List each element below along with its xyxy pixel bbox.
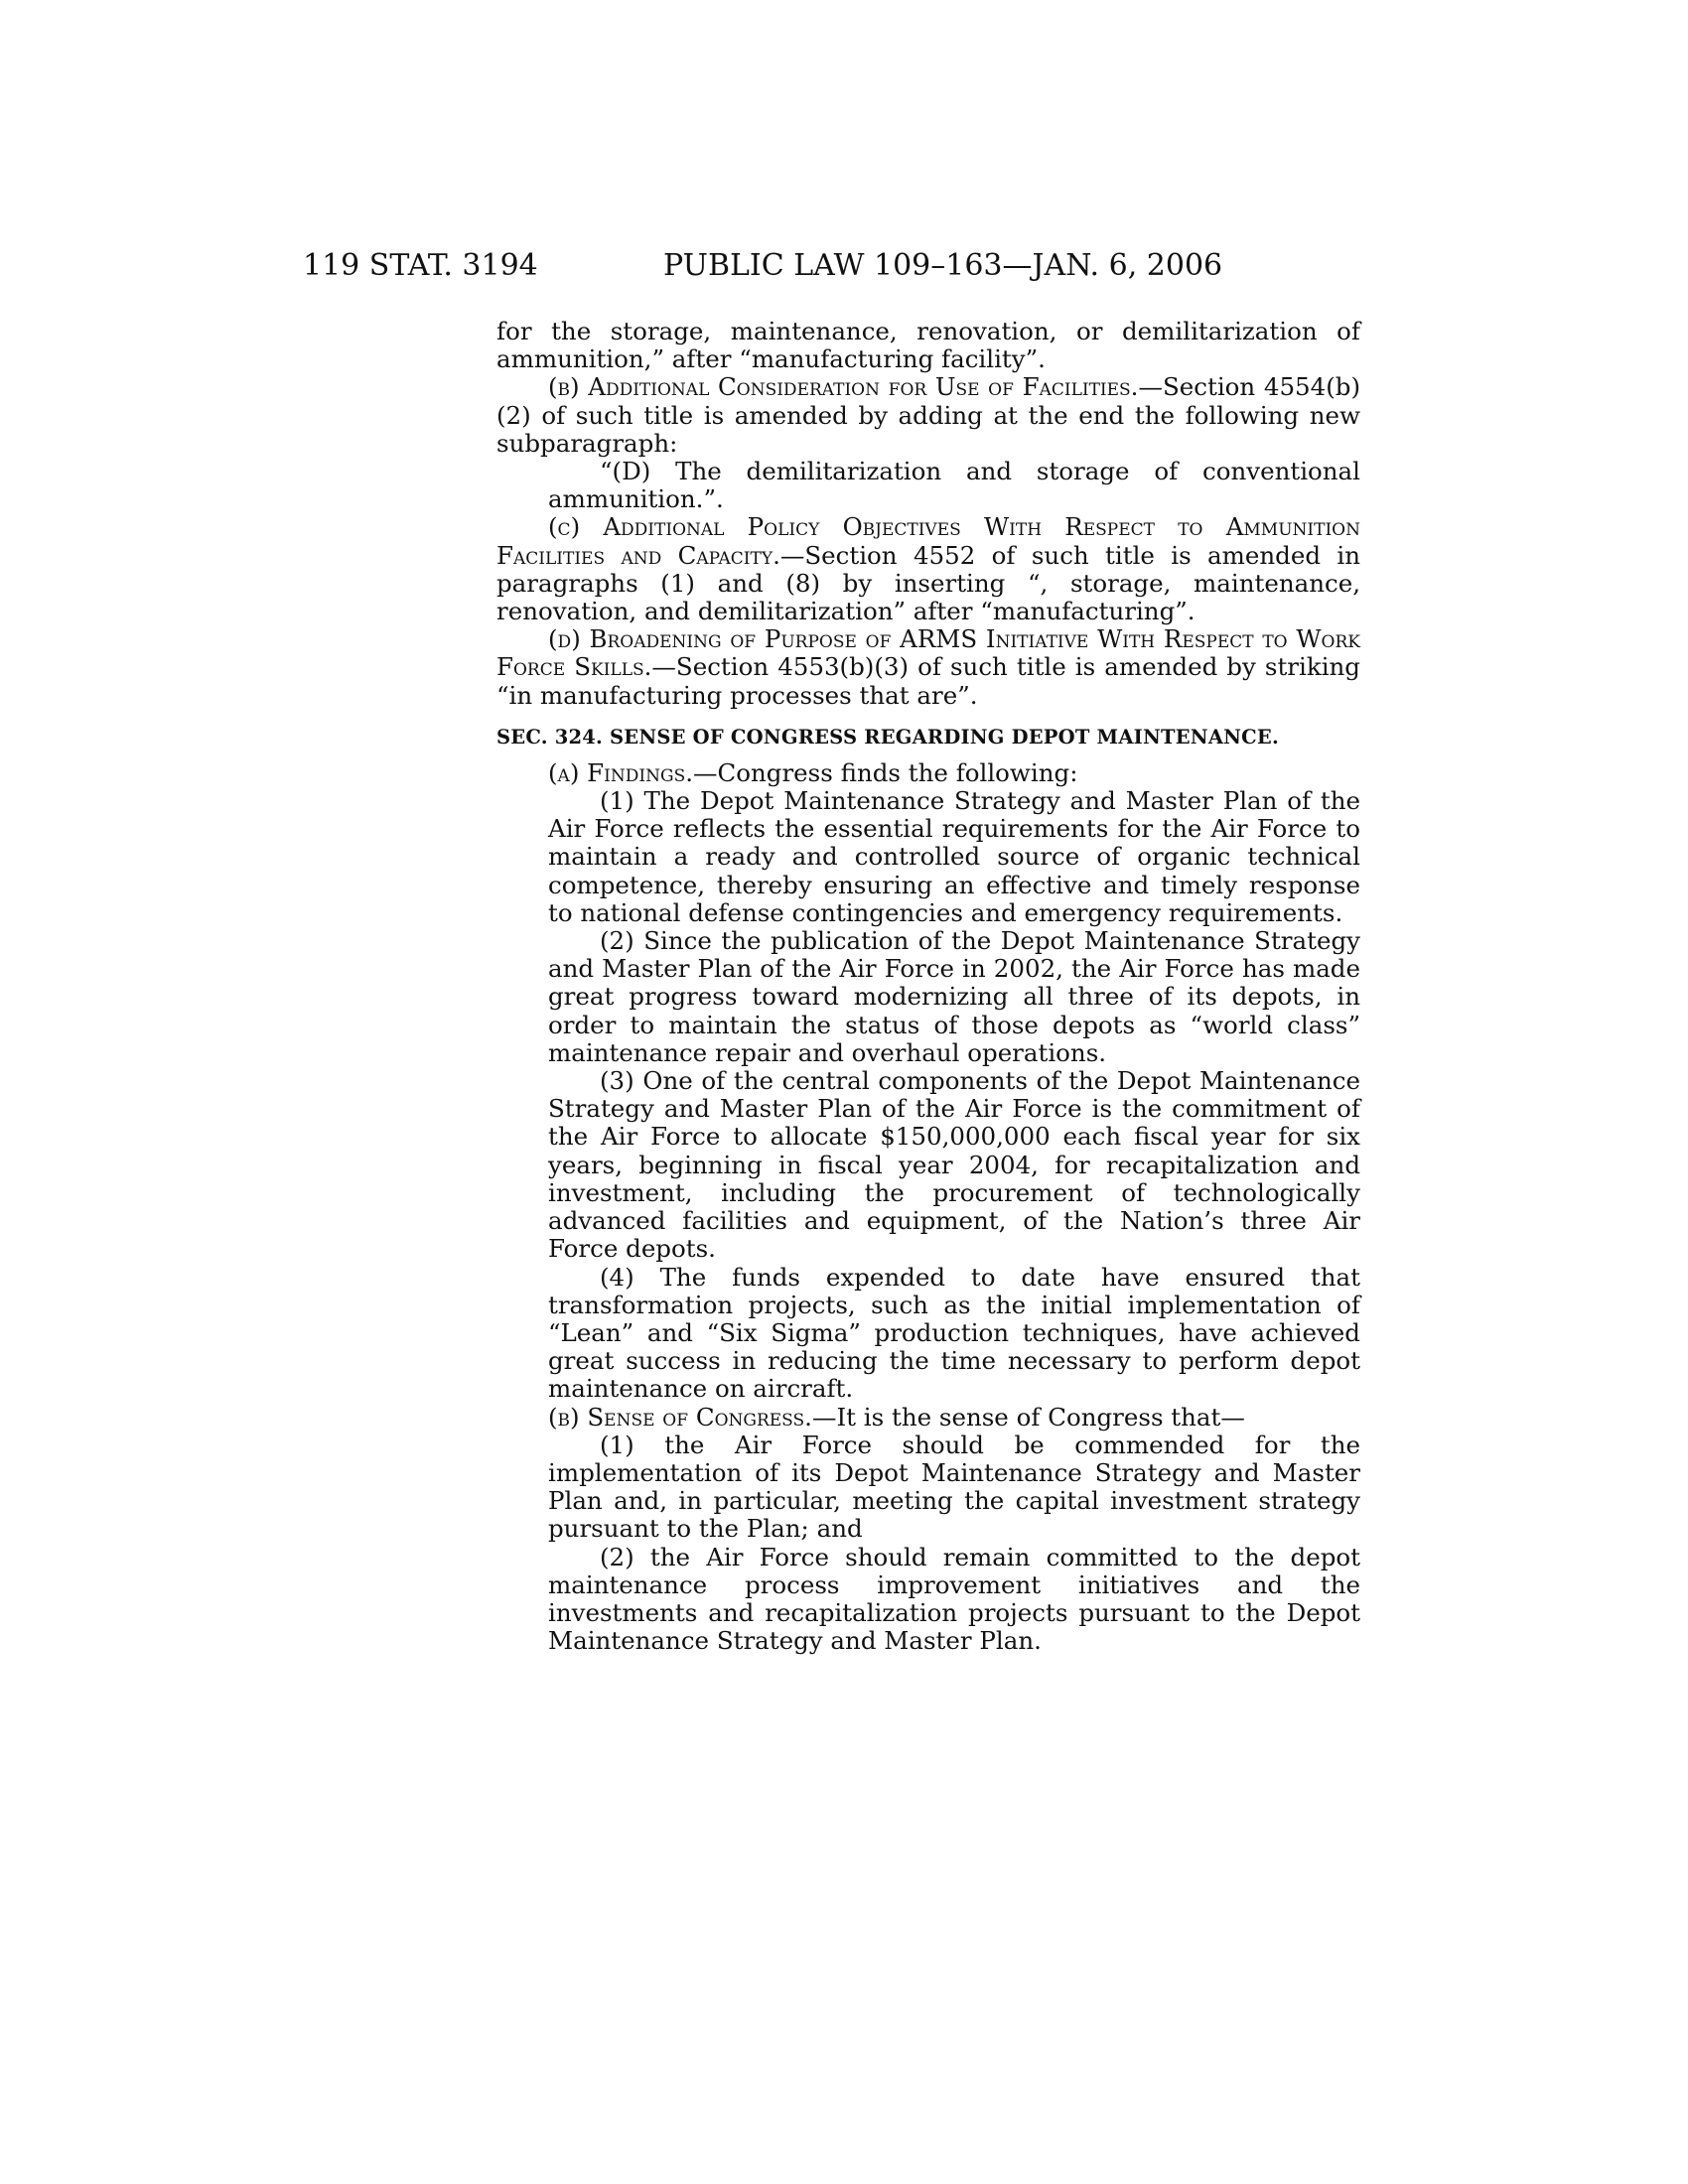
subsection-b-text: Section 4554(b)(2) of such title is amended by adding at the end the following new subparagraph: xyxy=(496,372,1361,458)
subsection-b-heading: (b) Additional Consideration for Use of Facilities.— xyxy=(548,372,1163,402)
findings-heading: (a) Findings.— xyxy=(548,757,718,787)
sense-of-congress-text: It is the sense of Congress that— xyxy=(836,1402,1245,1432)
subsection-c-paragraph xyxy=(496,513,1360,625)
subsection-d-text: Section 4553(b)(3) of such title is amended by striking “in manufacturing processes that are”. xyxy=(496,652,1360,710)
public-law-reference: PUBLIC LAW 109–163—JAN. 6, 2006 xyxy=(663,248,1223,283)
subsection-d-heading: (d) Broadening of Purpose of ARMS Initiative With Respect to Work Force Skills.— xyxy=(496,624,1360,682)
finding-4: (4) The funds expended to date have ensured that transformation projects, such as the initial implementation of “Lean” and “Six Sigma” production techniques, have achieved great success in reducing the time necessary to perform depot maintenance on aircraft. xyxy=(548,1262,1360,1404)
findings-paragraph xyxy=(496,759,1360,787)
sense-of-congress-paragraph xyxy=(496,1404,1360,1432)
finding-2: (2) Since the publication of the Depot Maintenance Strategy and Master Plan of the Air Force in 2002, the Air Force has made great progress toward modernizing all three of its depots, in order to maintain the status of those depots as “world class” maintenance repair and overhaul operations. xyxy=(548,926,1360,1067)
document-body xyxy=(496,318,1360,1655)
subsection-c-heading: (c) Additional Policy Objectives With Respect to Ammunition Facilities and Capacity.— xyxy=(496,512,1360,570)
subsection-c-text: Section 4552 of such title is amended in paragraphs (1) and (8) by inserting “, storage, maintenance, renovation, and demilitarization” after “manufacturing”. xyxy=(496,540,1360,626)
sense-of-congress-heading: (b) Sense of Congress.— xyxy=(548,1402,837,1432)
page-header xyxy=(0,246,1688,290)
finding-1: (1) The Depot Maintenance Strategy and Master Plan of the Air Force reflects the essential requirements for the Air Force to maintain a ready and controlled source of organic technical competence, thereby ensuring an effective and timely response to national defense contingencies and emergency requirements. xyxy=(548,786,1360,927)
sense-item-1: (1) the Air Force should be commended for the implementation of its Depot Maintenance Strategy and Master Plan and, in particular, meeting the capital investment strategy pursuant to the Plan; and xyxy=(548,1430,1360,1544)
sense-item-2: (2) the Air Force should remain committed to the depot maintenance process improvement initiatives and the investments and recapitalization projects pursuant to the Depot Maintenance Strategy and Master Plan. xyxy=(548,1542,1360,1656)
subsection-d-paragraph xyxy=(496,625,1360,710)
subparagraph-d-quote: “(D) The demilitarization and storage of conventional ammunition.”. xyxy=(548,457,1360,514)
subsection-b-paragraph xyxy=(496,373,1360,458)
statute-page-reference: 119 STAT. 3194 xyxy=(303,248,538,283)
section-324-heading: SEC. 324. SENSE OF CONGRESS REGARDING DEPOT MAINTENANCE. xyxy=(496,725,1279,749)
continuation-paragraph: for the storage, maintenance, renovation, or demilitarization of ammunition,” after “manufacturing facility”. xyxy=(496,317,1360,374)
finding-3: (3) One of the central components of the Depot Maintenance Strategy and Master Plan of the Air Force is the commitment of the Air Force to allocate $150,000,000 each fiscal year for six years, beginning in fiscal year 2004, for recapitalization and investment, including the procurement of technologically advanced facilities and equipment, of the Nation’s three Air Force depots. xyxy=(548,1066,1360,1264)
findings-text: Congress finds the following: xyxy=(717,757,1078,787)
